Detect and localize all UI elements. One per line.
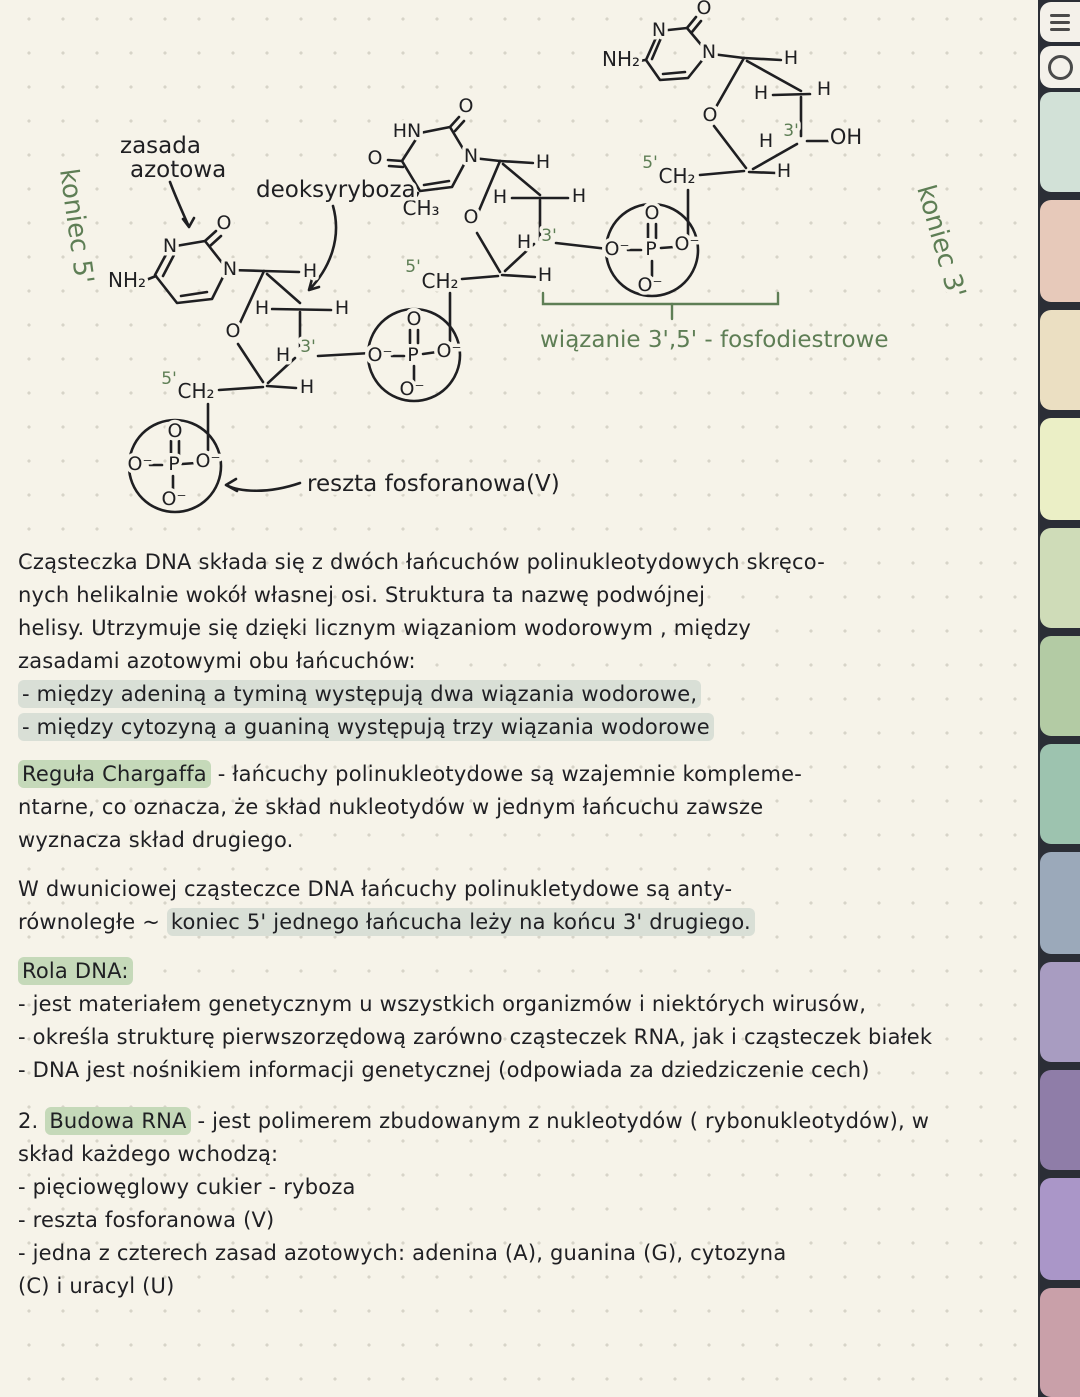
koniec-5-label: koniec 5' [53, 166, 99, 286]
handwritten-text: W dwuniciowej cząsteczce DNA łańcuchy polinukletydowe są anty- [18, 877, 733, 901]
handwritten-text: - pięciowęglowy cukier - ryboza [18, 1175, 356, 1199]
atom-label: O⁻ [436, 340, 462, 362]
phosphodiester-bond-label: wiązanie 3',5' - fosfodiestrowe [540, 327, 889, 353]
bookmark-tab-5[interactable] [1040, 528, 1080, 628]
zasada-azotowa-label: zasada [120, 133, 201, 159]
atom-label: O [702, 104, 718, 126]
highlighted-text: - między cytozyną a guaniną występują trzy wiązania wodorowe [18, 713, 714, 741]
handwritten-text: - określa strukturę pierwszorzędową zarówno cząsteczek RNA, jak i cząsteczek białek [18, 1025, 933, 1049]
notes-line [18, 1204, 1026, 1237]
phosphodiester-bracket [543, 293, 778, 319]
atom-label: P [407, 344, 419, 366]
notes-line [18, 645, 1026, 678]
atom-label: H [753, 82, 769, 104]
atom-label: OH [829, 125, 863, 149]
shape-tab[interactable] [1040, 46, 1080, 88]
tab-sidebar [1038, 0, 1080, 1397]
atom-label: H [816, 78, 832, 100]
atom-label: N [162, 235, 178, 257]
handwritten-text: helisy. Utrzymuje się dzięki licznym wiązaniom wodorowym , między [18, 616, 751, 640]
atom-label: O [216, 212, 232, 234]
notes-line [18, 955, 1026, 988]
handwritten-text: 2. [18, 1109, 46, 1133]
bookmark-tab-12[interactable] [1040, 1288, 1080, 1397]
bookmark-tab-9[interactable] [1040, 962, 1080, 1062]
circle-icon [1048, 55, 1073, 80]
notes-line [18, 1138, 1026, 1171]
highlighted-text: Rola DNA: [18, 957, 133, 985]
atom-label: H [302, 260, 318, 282]
atom-label: N [463, 145, 479, 167]
bookmark-tab-3[interactable] [1040, 310, 1080, 410]
atom-label: H [334, 297, 350, 319]
highlighted-text: Budowa RNA [45, 1107, 190, 1135]
notes-paragraph [18, 1105, 1026, 1303]
atom-label: O [458, 95, 474, 117]
atom-label: 5' [161, 369, 177, 389]
handwritten-text: - DNA jest nośnikiem informacji genetycznej (odpowiada za dziedziczenie cech) [18, 1058, 870, 1082]
atom-label: O [167, 420, 183, 442]
notes-paragraph [18, 873, 1026, 939]
zasada-azotowa-label: azotowa [130, 157, 227, 183]
atom-label: CH₂ [421, 269, 459, 293]
atom-label: O⁻ [399, 378, 425, 400]
atom-label: O⁻ [674, 233, 700, 255]
highlighted-text: Reguła Chargaffa [18, 760, 211, 788]
handwritten-text: Cząsteczka DNA składa się z dwóch łańcuchów polinukleotydowych skręco- [18, 550, 826, 574]
atom-label: O⁻ [604, 238, 630, 260]
handwritten-text: zasadami azotowymi obu łańcuchów: [18, 649, 416, 673]
bookmark-tab-2[interactable] [1040, 200, 1080, 302]
notes-line [18, 579, 1026, 612]
notes-line [18, 1270, 1026, 1303]
atom-label: O [696, 0, 712, 19]
notes-line [18, 824, 1026, 857]
reszta-fosforanowa-label: reszta fosforanowa(V) [307, 471, 560, 497]
atom-label: H [535, 151, 551, 173]
atom-label: H [254, 297, 270, 319]
handwritten-text: skład każdego wchodzą: [18, 1142, 279, 1166]
bookmark-tab-10[interactable] [1040, 1070, 1080, 1170]
highlighted-text: koniec 5' jednego łańcucha leży na końcu 3' drugiego. [167, 908, 755, 936]
notes-paragraph [18, 758, 1026, 857]
hamburger-icon [1050, 14, 1070, 31]
bookmark-tab-1[interactable] [1040, 92, 1080, 192]
notes-line [18, 1237, 1026, 1270]
notes-line [18, 1054, 1026, 1087]
bookmark-tab-7[interactable] [1040, 744, 1080, 844]
handwritten-text: - łańcuchy polinukleotydowe są wzajemnie kompleme- [210, 762, 803, 786]
atom-label: 5' [642, 153, 658, 173]
atom-label: H [275, 344, 291, 366]
atom-label: H [758, 130, 774, 152]
handwritten-text: (C) i uracyl (U) [18, 1274, 175, 1298]
bookmark-tab-4[interactable] [1040, 418, 1080, 520]
atom-label: NH₂ [107, 268, 147, 292]
atom-label: H [299, 376, 315, 398]
notes-line [18, 678, 1026, 711]
notes-line [18, 612, 1026, 645]
notes-line [18, 791, 1026, 824]
deoksyryboza-label: deoksyryboza [256, 177, 416, 203]
notes-line [18, 1171, 1026, 1204]
handwritten-text: - jest materiałem genetycznym u wszystkich organizmów i niektórych wirusów, [18, 992, 867, 1016]
bookmark-tab-8[interactable] [1040, 852, 1080, 954]
nucleotide-thymine-middle [368, 117, 608, 401]
handwritten-text: ntarne, co oznacza, że skład nukleotydów w jednym łańcuchu zawsze [18, 795, 764, 819]
atom-label: N [701, 41, 717, 63]
handwritten-text: - jest polimerem zbudowanym z nukleotydów ( rybonukleotydów), w [190, 1109, 930, 1133]
atom-label: HN [392, 120, 422, 142]
koniec-3-label: koniec 3' [910, 181, 972, 302]
atom-label: 3' [300, 337, 316, 357]
atom-label: CH₂ [177, 379, 215, 403]
notes-paragraph [18, 955, 1026, 1087]
highlighted-text: - między adeniną a tyminą występują dwa wiązania wodorowe, [18, 680, 701, 708]
atom-label: H [492, 186, 508, 208]
handwritten-text: wyznacza skład drugiego. [18, 828, 294, 852]
dna-structure-drawing [0, 0, 1038, 540]
notes-line [18, 988, 1026, 1021]
atom-label: O⁻ [127, 453, 153, 475]
atom-label: NH₂ [601, 47, 641, 71]
handwritten-text: - reszta fosforanowa (V) [18, 1208, 275, 1232]
atom-label: CH₃ [402, 196, 440, 220]
atom-label: O [367, 147, 383, 169]
notes-line [18, 1021, 1026, 1054]
bookmark-tab-6[interactable] [1040, 636, 1080, 736]
atom-label: N [222, 258, 238, 280]
atom-label: O [463, 206, 479, 228]
atom-label: 3' [783, 121, 799, 141]
atom-label: O⁻ [367, 344, 393, 366]
atom-label: O [225, 320, 241, 342]
atom-label: H [516, 231, 532, 253]
notes-line [18, 711, 1026, 744]
atom-label: 3' [541, 226, 557, 246]
handwritten-text: nych helikalnie wokół własnej osi. Struktura ta nazwę podwójnej [18, 583, 706, 607]
notes-line [18, 873, 1026, 906]
notes-line [18, 1105, 1026, 1138]
handwritten-text: równoległe ~ [18, 910, 167, 934]
atom-label: P [168, 453, 180, 475]
bookmark-tab-11[interactable] [1040, 1178, 1080, 1280]
notes-line [18, 546, 1026, 579]
atom-label: H [571, 185, 587, 207]
atom-label: O⁻ [195, 450, 221, 472]
notes-text [18, 540, 1026, 1303]
handwritten-text: - jedna z czterech zasad azotowych: adenina (A), guanina (G), cytozyna [18, 1241, 787, 1265]
atom-label: O⁻ [637, 274, 663, 296]
notes-line [18, 906, 1026, 939]
atom-label: CH₂ [658, 164, 696, 188]
atom-label: 5' [405, 257, 421, 277]
atom-label: P [645, 238, 657, 260]
atom-label: H [776, 160, 792, 182]
atom-label: O [644, 202, 660, 224]
notes-line [18, 758, 1026, 791]
notes-paragraph [18, 546, 1026, 744]
atom-label: H [783, 47, 799, 69]
atom-label: O [406, 308, 422, 330]
atom-label: O⁻ [161, 488, 187, 510]
atom-label: H [537, 264, 553, 286]
menu-tab[interactable] [1040, 2, 1080, 42]
atom-label: N [651, 19, 667, 41]
